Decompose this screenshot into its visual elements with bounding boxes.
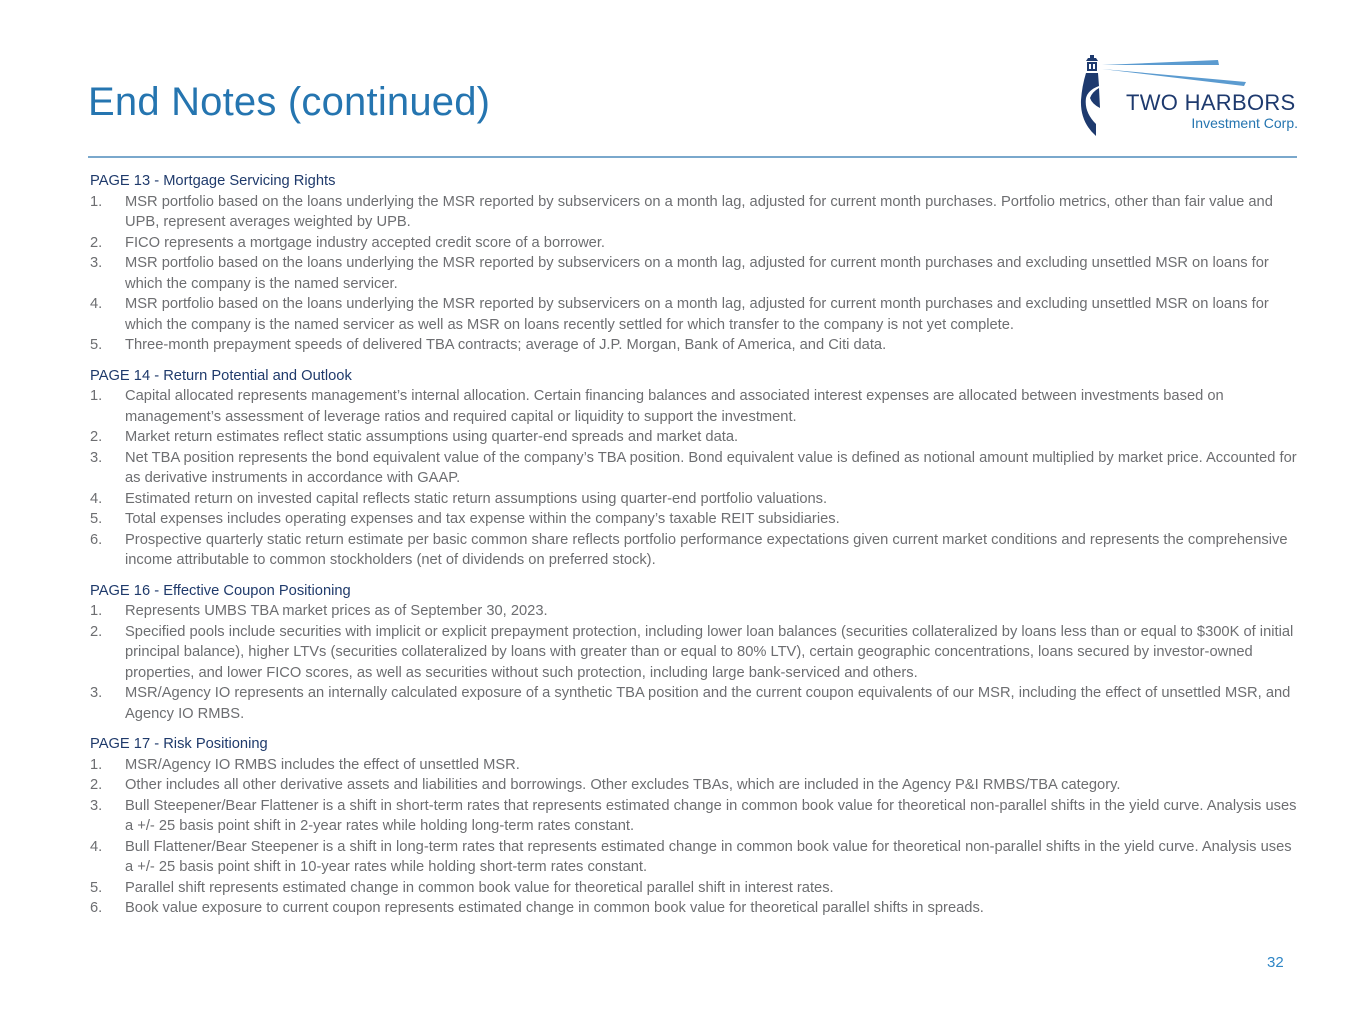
note-text: Specified pools include securities with implicit or explicit prepayment protection, including lower loan balances (securities collateralized by loans less than or equal to $300K of initial principal balance), higher LTVs (securities collateralized by loans with greater than or equal to 80% LTV), certain geographic concentrations, loans secured by investor-owned properties, and lower FICO scores, as well as securities without such protection, including large bank-serviced and others. — [125, 623, 1294, 681]
list-item — [90, 530, 1300, 571]
note-text: Three-month prepayment speeds of delivered TBA contracts; average of J.P. Morgan, Bank of America, and Citi data. — [125, 337, 887, 353]
section-page-17 — [90, 734, 1300, 919]
section-heading: PAGE 13 - Mortgage Servicing Rights — [90, 173, 336, 189]
page-number: 32 — [1267, 954, 1284, 971]
note-number: 4. — [90, 838, 103, 855]
note-number: 6. — [90, 531, 103, 548]
note-number: 3. — [90, 797, 103, 814]
note-number: 4. — [90, 490, 103, 507]
note-number: 2. — [90, 777, 103, 793]
list-item — [90, 837, 1300, 878]
note-text: Market return estimates reflect static assumptions using quarter-end spreads and market data. — [125, 429, 739, 445]
note-number: 1. — [90, 603, 103, 619]
note-text: Other includes all other derivative assets and liabilities and borrowings. Other excludes TBAs, which are included in the Agency P&I RMBS/TBA category. — [125, 777, 1121, 793]
list-item — [90, 192, 1300, 233]
list-item — [90, 683, 1300, 724]
note-text: Total expenses includes operating expenses and tax expense within the company’s taxable REIT subsidiaries. — [125, 511, 840, 527]
list-item — [90, 448, 1300, 489]
note-text: Bull Steepener/Bear Flattener is a shift in short-term rates that represents estimated change in common book value for theoretical non-parallel shifts in the yield curve. Analysis uses a +/- 25 basis point shift in 2-year rates while holding long-term rates constant. — [125, 797, 1297, 834]
note-text: Capital allocated represents management’s internal allocation. Certain financing balances and associated interest expenses are allocated between investments based on management’s assessment of leverage ratios and required capital or liquidity to support the investment. — [125, 388, 1224, 425]
list-item — [90, 509, 1300, 530]
section-page-14 — [90, 366, 1300, 571]
note-number: 3. — [90, 255, 103, 271]
list-item — [90, 601, 1300, 622]
note-number: 1. — [90, 756, 103, 773]
list-item — [90, 233, 1300, 254]
logo-name: TWO HARBORS — [1126, 90, 1296, 115]
note-number: 2. — [90, 623, 103, 640]
list-item — [90, 755, 1300, 776]
list-item — [90, 878, 1300, 899]
note-text: Net TBA position represents the bond equivalent value of the company’s TBA position. Bond equivalent value is defined as notional amount multiplied by market price. Accounted for as derivative instruments in accordance with GAAP. — [125, 449, 1297, 486]
list-item — [90, 253, 1300, 294]
note-text: Represents UMBS TBA market prices as of September 30, 2023. — [125, 603, 548, 619]
note-number: 5. — [90, 337, 103, 353]
list-item — [90, 796, 1300, 837]
list-item — [90, 335, 1300, 356]
note-text: MSR/Agency IO represents an internally calculated exposure of a synthetic TBA position and the current coupon equivalents of our MSR, including the effect of unsettled MSR, and Agency IO RMBS. — [125, 685, 1291, 722]
list-item — [90, 622, 1300, 684]
note-number: 1. — [90, 388, 103, 404]
note-text: MSR portfolio based on the loans underlying the MSR reported by subservicers on a month lag, adjusted for current month purchases and excluding unsettled MSR on loans for which the company is the named servicer. — [125, 255, 1269, 292]
note-number: 2. — [90, 234, 103, 251]
list-item — [90, 775, 1300, 796]
section-heading: PAGE 14 - Return Potential and Outlook — [90, 367, 352, 384]
note-text: Estimated return on invested capital reflects static return assumptions using quarter-end portfolio valuations. — [125, 490, 828, 507]
section-page-16 — [90, 581, 1300, 725]
end-notes-content — [90, 171, 1300, 929]
page-title: End Notes (continued) — [88, 80, 491, 124]
note-text: Prospective quarterly static return estimate per basic common share reflects portfolio performance expectations given current market conditions and represents the comprehensive income attributable to common stockholders (net of dividends on preferred stock). — [125, 531, 1288, 568]
note-text: Parallel shift represents estimated change in common book value for theoretical parallel shift in interest rates. — [125, 879, 834, 896]
note-text: MSR portfolio based on the loans underlying the MSR reported by subservicers on a month lag, adjusted for current month purchases. Portfolio metrics, other than fair value and UPB, represent averages weighted by UPB. — [125, 193, 1273, 230]
list-item — [90, 898, 1300, 919]
note-text: Bull Flattener/Bear Steepener is a shift in long-term rates that represents estimated change in common book value for theoretical non-parallel shifts in the yield curve. Analysis uses a +/- 25 basis point shift in 10-year rates while holding short-term rates constant. — [125, 838, 1292, 875]
note-number: 4. — [90, 296, 103, 312]
logo-subtitle: Investment Corp. — [1191, 115, 1298, 131]
note-text: FICO represents a mortgage industry accepted credit score of a borrower. — [125, 234, 606, 251]
list-item — [90, 294, 1300, 335]
note-number: 5. — [90, 511, 103, 527]
note-number: 3. — [90, 685, 103, 701]
note-number: 2. — [90, 429, 103, 445]
section-heading: PAGE 17 - Risk Positioning — [90, 736, 268, 752]
list-item — [90, 386, 1300, 427]
title-divider — [88, 156, 1297, 158]
list-item — [90, 427, 1300, 448]
note-number: 3. — [90, 449, 103, 466]
note-text: Book value exposure to current coupon represents estimated change in common book value for theoretical parallel shifts in spreads. — [125, 900, 984, 916]
note-text: MSR portfolio based on the loans underlying the MSR reported by subservicers on a month lag, adjusted for current month purchases and excluding unsettled MSR on loans for which the company is the named servicer as well as MSR on loans recently settled for which transfer to the company is not yet complete. — [125, 296, 1269, 333]
list-item — [90, 489, 1300, 510]
company-logo — [1078, 52, 1308, 142]
note-number: 6. — [90, 900, 103, 916]
section-page-13 — [90, 171, 1300, 356]
section-heading: PAGE 16 - Effective Coupon Positioning — [90, 582, 351, 599]
note-number: 1. — [90, 193, 103, 210]
note-number: 5. — [90, 879, 103, 896]
note-text: MSR/Agency IO RMBS includes the effect of unsettled MSR. — [125, 756, 520, 773]
